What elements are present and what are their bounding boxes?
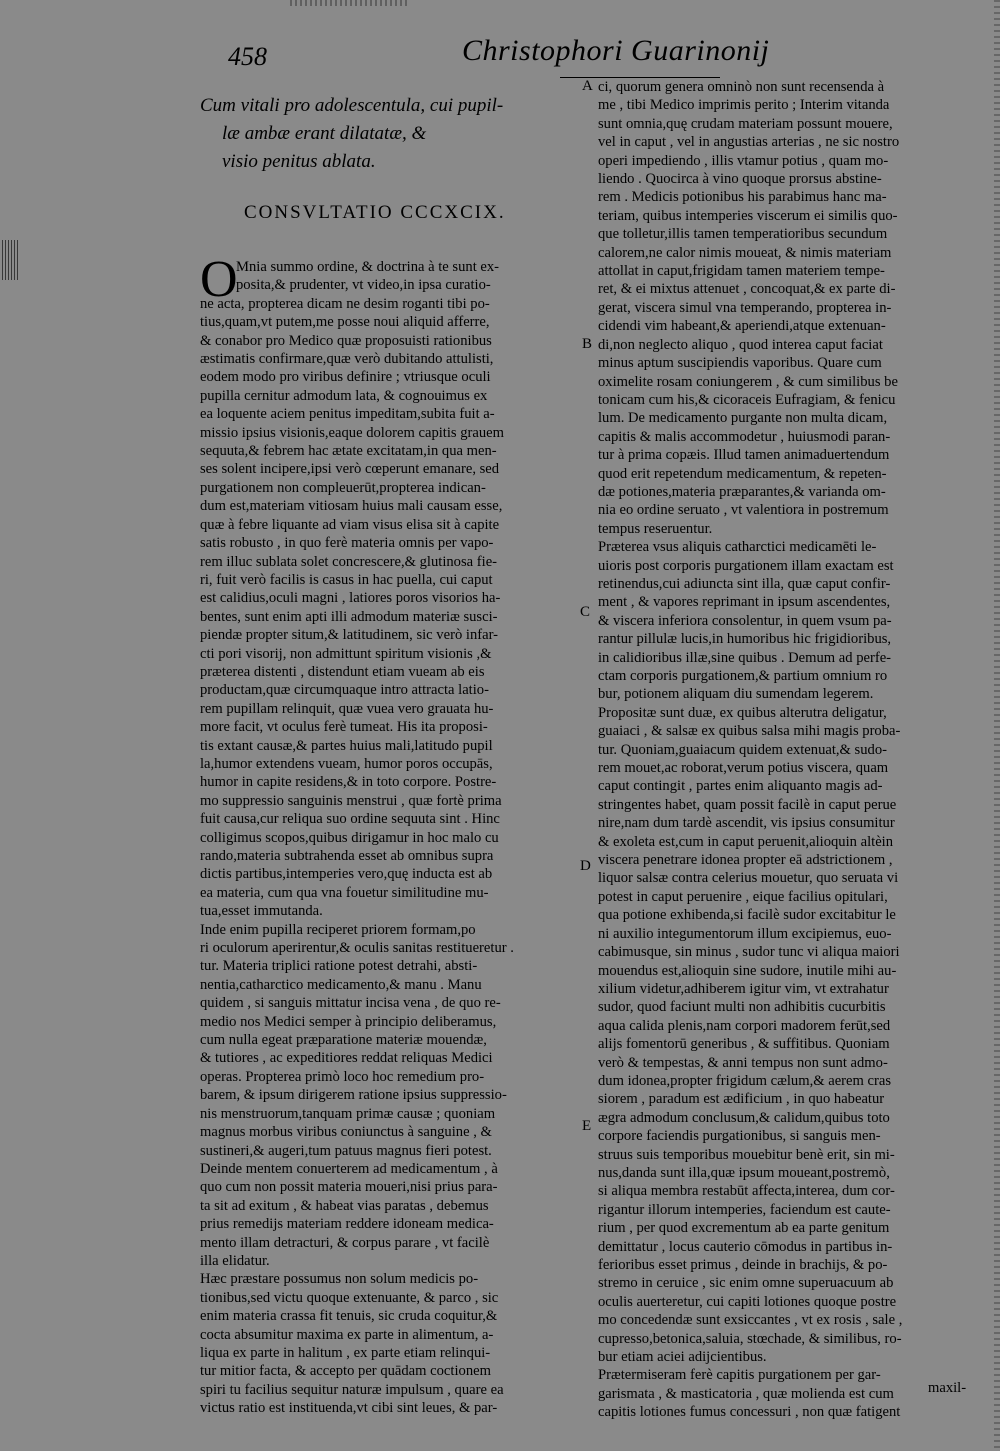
text-line: rigantur illorum intemperies, faciendum est caute- bbox=[598, 1201, 891, 1218]
text-line: caput contingit , partes enim aliquanto magis ad- bbox=[598, 778, 883, 795]
text-line: tempus reseruentur. bbox=[598, 520, 713, 537]
text-line: ta sit ad exitum , & habeat vias paratas , debemus bbox=[200, 1197, 489, 1214]
text-line: prius remedijs materiam reddere idoneam medica- bbox=[200, 1216, 494, 1233]
text-line: minus aptum suscipiendis vaporibus. Quare cum bbox=[598, 355, 882, 372]
text-line: alijs fomentorū generibus , & suffitibus. Quoniam bbox=[598, 1036, 890, 1053]
catchword: maxil- bbox=[928, 1380, 967, 1396]
text-line: æstimatis confirmare,quæ verò dubitando attulisti, bbox=[200, 351, 494, 368]
title-line: visio penitus ablata. bbox=[222, 151, 376, 172]
text-line: enim materia crassa fit tenuis, sic cruda coquitur,& bbox=[200, 1308, 498, 1325]
text-line: struus suis temporibus mouebitur benè erit, sin mi- bbox=[598, 1146, 895, 1163]
text-line: liquor salsæ contra celerius mouetur, quo seruata vi bbox=[598, 870, 899, 887]
text-line: tur à prima copæis. Illud tamen animaduertendum bbox=[598, 447, 890, 464]
text-line: potest in caput peruenire , eique facilius opitulari, bbox=[598, 888, 888, 905]
text-line: productam,quæ circumquaque intro attracta latio- bbox=[200, 682, 489, 699]
text-line: cti pori visorij, non admittunt spiritum visionis ,& bbox=[200, 645, 492, 662]
text-line: rium , per quod excrementum ab ea parte genitum bbox=[598, 1220, 890, 1237]
text-line: rem . Medicis potionibus his parabimus hanc ma- bbox=[598, 189, 887, 206]
text-line: tur. Materia triplici ratione potest detrahi, absti- bbox=[200, 958, 478, 975]
text-line: tua,esset immutanda. bbox=[200, 903, 323, 920]
text-line: dictis partibus,intemperies vero,quę inducta est ab bbox=[200, 866, 493, 883]
right-edge-marks bbox=[994, 0, 1000, 1451]
text-line: mo concedendæ sunt exsiccantes , vt ex rosis , sale , bbox=[598, 1312, 903, 1329]
consultation-number: CONSVLTATIO CCCXCIX. bbox=[244, 202, 506, 223]
text-line: rem pupillam relinquit, quæ vuea vero grauata hu- bbox=[200, 700, 494, 717]
title-line: Cum vitali pro adolescentula, cui pupil- bbox=[200, 95, 504, 116]
text-line: cocta absumitur maxima ex parte in alimentum, a- bbox=[200, 1326, 494, 1343]
text-line: Hæc præstare possumus non solum medicis po- bbox=[200, 1271, 479, 1288]
text-line: sunt omnia,quę crudam materiam possunt mouere, bbox=[598, 115, 893, 132]
text-line: magnus morbus viribus coniunctus à sanguine , & bbox=[200, 1124, 492, 1141]
text-line: sequuta,& febrem hac ætate excitatam,in qua men- bbox=[200, 443, 497, 460]
text-line: & conabor pro Medico quæ proposuisti rationibus bbox=[200, 332, 492, 349]
text-line: quod erit repetendum medicamentum, & repeten- bbox=[598, 465, 887, 482]
text-line: xilium videtur,adhiberem igitur vim, vt extrahatur bbox=[598, 980, 889, 997]
right-column bbox=[598, 78, 972, 1422]
text-line: Mnia summo ordine, & doctrina à te sunt ex- bbox=[236, 259, 500, 275]
text-line: satis robusto , in quo ferè materia omnis per vapo- bbox=[200, 535, 494, 552]
text-line: me , tibi Medico imprimis perito ; Interim vitanda bbox=[598, 97, 890, 114]
margin-letter-a: A bbox=[582, 78, 593, 94]
text-line: ne acta, propterea dicam ne desim roganti tibi po- bbox=[200, 295, 490, 312]
text-line: humor in capite residens,& in toto corpore. Postre- bbox=[200, 774, 497, 791]
text-line: viscera penetrare idonea propter eā adstrictionem , bbox=[598, 852, 893, 869]
text-line: fuit causa,cur reliqua suo ordine sequuta sint . Hinc bbox=[200, 811, 500, 828]
text-line: mento illam detracturi, & corpus parare , vt facilè bbox=[200, 1234, 490, 1251]
text-line: ni auxilio integumentorum illum excipiemus, euo- bbox=[598, 925, 892, 942]
margin-letter-d: D bbox=[580, 858, 591, 874]
text-line: capitis & malis accommodetur , huiusmodi paran- bbox=[598, 428, 891, 445]
text-line: & tutiores , ac expeditiores reddat reliquas Medici bbox=[200, 1050, 493, 1067]
text-line: mouendus est,alioquin sine sudore, inutile mihi au- bbox=[598, 962, 897, 979]
text-line: siorem , paradum est ædificium , in quo habeatur bbox=[598, 1091, 885, 1108]
text-line: stremo in ceruice , sic enim omne superuacuum ab bbox=[598, 1275, 894, 1292]
text-line: verò & tempestas, & anni tempus non sunt admo- bbox=[598, 1054, 888, 1071]
text-line: est calidius,oculi magni , latiores poros visorios ha- bbox=[200, 590, 501, 607]
text-line: vel in caput , vel in angustias arterias , ne sic nostro bbox=[598, 134, 900, 151]
text-line: nus,danda sunt illa,quæ ipsum moueant,postremò, bbox=[598, 1164, 890, 1181]
text-line: nis menstruorum,tanquam primæ causæ ; quoniam bbox=[200, 1105, 496, 1122]
text-line: oximelite rosam coniungerem , & cum similibus be bbox=[598, 373, 898, 390]
text-line: Propositæ sunt duæ, ex quibus alterutra deligatur, bbox=[598, 704, 887, 721]
text-line: nentia,catharctico medicamento,& manu . Manu bbox=[200, 976, 482, 993]
text-line: dum idonea,propter frigidum cælum,& aerem cras bbox=[598, 1072, 892, 1089]
text-line: liendo . Quocirca à vino quoque prorsus abstine- bbox=[598, 171, 882, 188]
text-line: ri oculorum aperirentur,& oculis sanitas restitueretur . bbox=[200, 940, 514, 957]
text-line: rantur pillulæ lucis,in humoribus hic frigidioribus, bbox=[598, 631, 892, 648]
text-line: illa elidatur. bbox=[200, 1252, 270, 1269]
left-column bbox=[200, 258, 574, 1418]
text-line: retinendus,cui adiuncta sint illa, quæ caput confir- bbox=[598, 575, 891, 592]
text-line: in calidioribus illæ,sine quibus . Demum ad perfe- bbox=[598, 649, 892, 666]
text-line: corpore faciendis purgationibus, si sanguis men- bbox=[598, 1128, 881, 1145]
text-line: bur, potionem aliquam diu sumendam legerem. bbox=[598, 686, 874, 703]
text-line: pupilla cernitur admodum lata, & cognouimus ex bbox=[200, 387, 488, 404]
text-line: rem illuc sublata solet concrescere,& glutinosa fie- bbox=[200, 553, 498, 570]
text-line: que tolletur,illis tamen temperatioribus secundum bbox=[598, 226, 888, 243]
text-line: quæ à febre liquante ad viam visus elisa sit à capite bbox=[200, 516, 500, 533]
consultation-title bbox=[200, 92, 578, 176]
drop-cap: O bbox=[200, 251, 238, 308]
text-line: operi impediendo , illis vtamur potius , quam mo- bbox=[598, 152, 889, 169]
top-edge-marks bbox=[290, 0, 410, 6]
text-line: piendæ propter situm,& latitudinem, sic verò infar- bbox=[200, 627, 499, 644]
text-line: calorem,ne calor nimis moueat, & nimis materiam bbox=[598, 244, 892, 261]
text-line: teriam, quibus intemperies viscerum ei similis quo- bbox=[598, 207, 898, 224]
text-line: rem mouet,ac roborat,verum potius viscera, quam bbox=[598, 760, 889, 777]
left-edge-marks bbox=[2, 240, 18, 280]
text-line: spiri tu facilius sequitur naturæ impulsum , quare ea bbox=[200, 1381, 504, 1398]
text-line: qua potione exhibenda,si facilè sudor excitabitur le bbox=[598, 907, 896, 924]
text-line: dæ potiones,materia præparantes,& varianda om- bbox=[598, 483, 886, 500]
text-line: bur etiam aciei adijcientibus. bbox=[598, 1349, 767, 1366]
margin-letter-e: E bbox=[582, 1118, 592, 1134]
text-line: Præterea vsus aliquis catharctici medicamēti le- bbox=[598, 539, 877, 556]
text-line: nia eo ordine seruato , vt valentiora in postremum bbox=[598, 502, 889, 519]
running-title: Christophori Guarinonij bbox=[462, 34, 770, 67]
text-line: ea materia, cum qua vna fouetur similitudine mu- bbox=[200, 884, 489, 901]
text-line: cidendi vim habeant,& aperiendi,atque extenuan- bbox=[598, 318, 886, 335]
text-line: gerat, viscera simul vna temperando, propterea in- bbox=[598, 299, 892, 316]
text-line: purgationem non compleuerūt,propterea indican- bbox=[200, 479, 486, 496]
text-line: ferioribus esset primus , deinde in brachijs, & po- bbox=[598, 1257, 888, 1273]
text-line: lum. De medicamento purgante non multa dicam, bbox=[598, 410, 888, 427]
text-line: cabimusque, sin minus , sudor tunc vi aliqua maiori bbox=[598, 944, 900, 961]
margin-letter-c: C bbox=[580, 604, 591, 620]
text-line: quidem , si sanguis mittatur incisa vena , de quo re- bbox=[200, 995, 501, 1012]
text-line: nire,nam dum tardè ascendit, vis ipsius consumitur bbox=[598, 815, 895, 832]
text-line: tur mitior facta, & accepto per quādam coctionem bbox=[200, 1363, 491, 1380]
text-line: medio nos Medici semper à principio deliberamus, bbox=[200, 1013, 497, 1030]
page-number: 458 bbox=[228, 42, 267, 71]
text-line: bentes, sunt enim apti illi admodum materiæ susci- bbox=[200, 608, 498, 625]
margin-letter-b: B bbox=[582, 336, 593, 352]
text-line: guaiaci , & salsæ ex quibus salsa mihi magis proba- bbox=[598, 723, 901, 740]
text-line: aqua calida plenis,nam corpori madorem ferūt,sed bbox=[598, 1017, 891, 1034]
text-line: si aliqua membra restabūt affecta,interea, dum cor- bbox=[598, 1183, 895, 1200]
text-line: præterea distenti , distendunt etiam vueam ab eis bbox=[200, 663, 485, 680]
text-line: sustineri,& augeri,tum patuus magnus fieri potest. bbox=[200, 1142, 492, 1159]
text-line: ri, fuit verò facilis is casus in hac puella, cui caput bbox=[200, 571, 493, 588]
text-line: missio ipsius visionis,eaque dolorem capitis grauem bbox=[200, 424, 504, 441]
text-line: di,non neglecto aliquo , quod interea caput faciat bbox=[598, 336, 883, 353]
text-line: attollat in caput,frigidam tamen materiem tempe- bbox=[598, 263, 885, 280]
text-line: ctam corporis purgationem,& partium omnium ro bbox=[598, 668, 888, 684]
text-line: operas. Propterea primò loco hoc remedium pro- bbox=[200, 1068, 485, 1085]
text-line: tis extant causæ,& partes huius mali,latitudo pupil bbox=[200, 737, 493, 754]
text-line: tur. Quoniam,guaiacum quidem extenuat,& sudo- bbox=[598, 741, 887, 758]
text-line: Inde enim pupilla reciperet priorem formam,po bbox=[200, 921, 476, 938]
text-line: ægra admodum conclusum,& calidum,quibus toto bbox=[598, 1109, 890, 1126]
text-line: dum est,materiam vitiosam huius mali causam esse, bbox=[200, 498, 503, 515]
text-line: sudor, quod faciunt multi non adhibitis cucurbitis bbox=[598, 999, 886, 1016]
text-line: uioris post corporis purgationem illam exactam est bbox=[598, 557, 894, 574]
text-line: ment , & vapores reprimant in ipsum ascendentes, bbox=[598, 594, 891, 611]
text-line: barem, & ipsum dirigerem ratione ipsius suppressio- bbox=[200, 1087, 507, 1104]
title-line: læ ambæ erant dilatatæ, & bbox=[222, 123, 427, 144]
text-line: eodem modo pro viribus definire ; vtriusque oculi bbox=[200, 369, 491, 386]
text-line: tius,quam,vt putem,me posse noui aliquid afferre, bbox=[200, 314, 490, 331]
text-line: mo suppressio sanguinis menstrui , quæ fortè prima bbox=[200, 792, 502, 809]
text-line: posita,& prudenter, vt video,in ipsa curatio- bbox=[236, 277, 491, 294]
text-line: victus ratio est instituenda,vt cibi sint leues, & par- bbox=[200, 1400, 498, 1417]
text-line: quo cum non possit materia moueri,nisi prius para- bbox=[200, 1179, 498, 1196]
text-line: rando,materia subtrahenda esset ab omnibus supra bbox=[200, 848, 494, 864]
text-line: ci, quorum genera omninò non sunt recensenda à bbox=[598, 79, 885, 95]
text-line: garismata , & masticatoria , quæ molienda est cum bbox=[598, 1385, 894, 1402]
text-line: & exoleta est,cum in caput peruenit,alioquin altèin bbox=[598, 833, 894, 850]
text-line: la,humor extendens vueam, humor poros occupās, bbox=[200, 755, 493, 772]
text-line: stringentes habet, quam possit facilè in caput perue bbox=[598, 796, 897, 813]
text-line: capitis lotiones fumus concessuri , non quæ fatigent bbox=[598, 1404, 901, 1421]
text-line: Prætermiseram ferè capitis purgationem per gar- bbox=[598, 1367, 881, 1384]
text-line: cum nulla egeat præparatione materiæ mouendæ, bbox=[200, 1032, 487, 1049]
text-line: Deinde mentem conuerterem ad medicamentum , à bbox=[200, 1160, 498, 1177]
text-line: liqua ex parte in halitum , ex parte etiam relinqui- bbox=[200, 1344, 491, 1361]
text-line: colligimus scopos,quibus dirigamur in hoc malo cu bbox=[200, 829, 499, 846]
text-line: more facit, vt oculus ferè tumeat. His ita proposi- bbox=[200, 719, 488, 736]
text-line: oculis auerteretur, cui capiti lotiones quoque postre bbox=[598, 1293, 897, 1310]
text-line: cupresso,betonica,saluia, stœchade, & similibus, ro- bbox=[598, 1330, 902, 1347]
text-line: ses solent incipere,ipsi verò cœperunt emanare, sed bbox=[200, 461, 500, 478]
text-line: tionibus,sed victu quoque extenuante, & parco , sic bbox=[200, 1289, 499, 1306]
text-line: ret, & ei mixtus attenuet , concoquat,& ex parte di- bbox=[598, 281, 896, 298]
text-line: & viscera inferiora consolentur, in quem vsum pa- bbox=[598, 612, 892, 629]
text-line: demittatur , locus cauterio cōmodus in partibus in- bbox=[598, 1238, 893, 1255]
text-line: tonicam cum his,& cicoraceis Eufragiam, & fenicu bbox=[598, 391, 896, 408]
text-line: ea loquente aciem penitus impeditam,subita fuit a- bbox=[200, 406, 495, 423]
